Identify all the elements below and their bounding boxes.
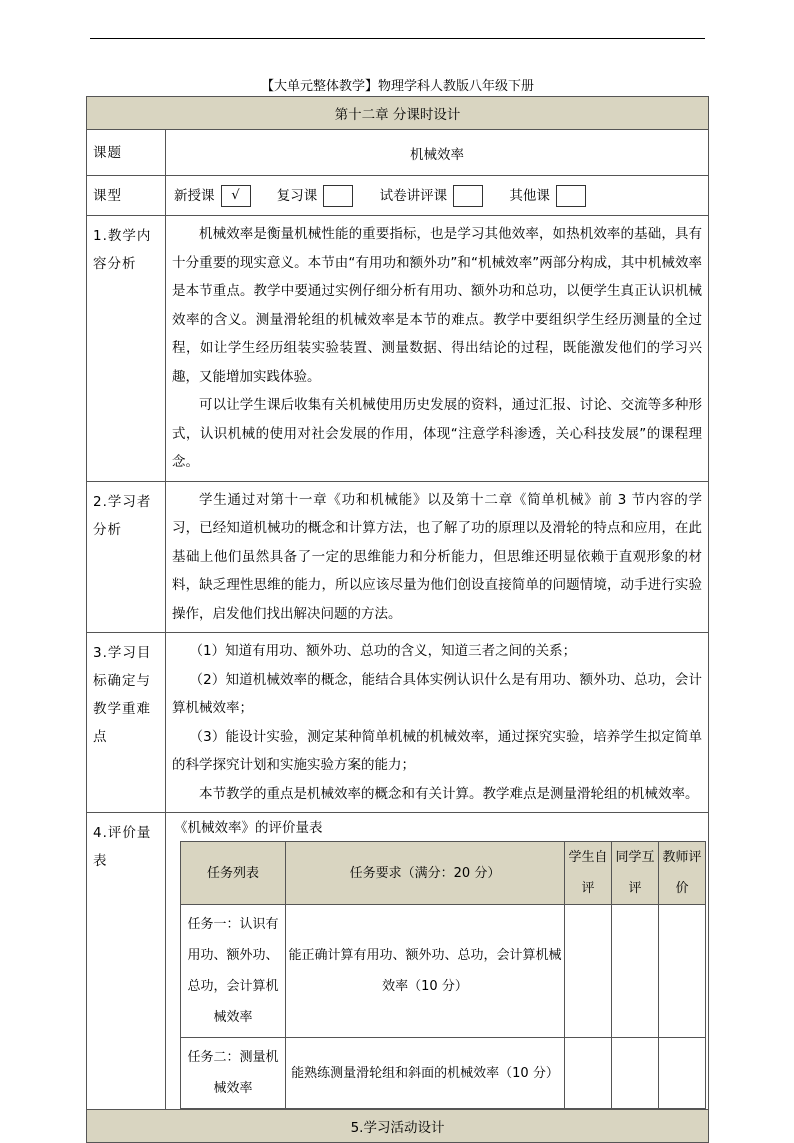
content-analysis-paragraph: 可以让学生课后收集有关机械使用历史发展的资料，通过汇报、讨论、交流等多种形式，认识机械的使用对社会发展的作用，体现“注意学科渗透，关心科技发展”的课程理念。 — [172, 397, 703, 470]
checkbox-exam-review[interactable] — [453, 185, 483, 207]
teacher-score-cell[interactable] — [659, 905, 706, 1038]
learner-analysis-body — [166, 481, 709, 633]
self-score-cell[interactable] — [565, 1038, 612, 1109]
content-analysis-paragraph: 机械效率是衡量机械性能的重要指标，也是学习其他效率，如热机效率的基础，具有十分重要的现实意义。本节由“有用功和额外功”和“机械效率”两部分构成，其中机械效率是本节重点。教学中要通过实例仔细分析有用功、额外功和总功，以便学生真正认识机械效率的含义。测量滑轮组的机械效率是本节的难点。教学中要组织学生经历测量的全过程，如让学生经历组装实验装置、测量数据、得出结论的过程，既能激发他们的学习兴趣，又能增加实践体验。 — [172, 226, 703, 385]
objectives-body — [166, 633, 709, 813]
learner-analysis-label: 2.学习者分析 — [87, 481, 166, 633]
document-header: 【大单元整体教学】物理学科人教版八年级下册 — [260, 79, 534, 94]
chapter-title: 第十二章 分课时设计 — [87, 97, 709, 130]
evaluation-title: 《机械效率》的评价量表 — [174, 820, 323, 836]
task-cell: 任务二：测量机械效率 — [181, 1038, 286, 1109]
topic-value: 机械效率 — [166, 130, 709, 176]
checkbox-other[interactable] — [556, 185, 586, 207]
objective-item: （3）能设计实验，测定某种简单机械的机械效率，通过探究实验，培养学生拟定简单的科学探究计划和实施实验方案的能力； — [172, 728, 703, 773]
requirement-cell: 能正确计算有用功、额外功、总功，会计算机械效率（10 分） — [286, 905, 565, 1038]
lesson-type-options — [166, 176, 709, 216]
evaluation-label: 4.评价量表 — [87, 813, 166, 1110]
table-row — [181, 905, 706, 1038]
objective-item: （1）知道有用功、额外功、总功的含义，知道三者之间的关系； — [189, 643, 577, 659]
lesson-type-other[interactable]: 其他课 — [509, 184, 586, 207]
table-row — [181, 1038, 706, 1109]
content-analysis-label: 1.教学内容分析 — [87, 216, 166, 482]
evaluation-table — [180, 841, 706, 1109]
topic-label: 课题 — [87, 130, 166, 176]
checkbox-new[interactable]: √ — [221, 185, 251, 207]
header-peer: 同学互评 — [612, 842, 659, 905]
header-requirement: 任务要求（满分：20 分） — [286, 842, 565, 905]
objective-item: （2）知道机械效率的概念，能结合具体实例认识什么是有用功、额外功、总功，会计算机械效率； — [172, 671, 703, 716]
objective-focus: 本节教学的重点是机械效率的概念和有关计算。教学难点是测量滑轮组的机械效率。 — [199, 785, 699, 802]
activity-design-title: 5.学习活动设计 — [87, 1110, 709, 1143]
evaluation-body — [166, 813, 709, 1110]
header-task: 任务列表 — [181, 842, 286, 905]
lesson-type-new[interactable]: 新授课 √ — [174, 184, 251, 207]
checkbox-review[interactable] — [323, 185, 353, 207]
task-cell: 任务一：认识有用功、额外功、总功，会计算机械效率 — [181, 905, 286, 1038]
learner-analysis-paragraph: 学生通过对第十一章《功和机械能》以及第十二章《简单机械》前 3 节内容的学习，已经知道机械功的概念和计算方法，也了解了功的原理以及滑轮的特点和应用，在此基础上他们虽然具备了一定的思维能力和分析能力，但思维还明显依赖于直观形象的材料，缺乏理性思维的能力，所以应该尽量为他们创设直接简单的问题情境，动手进行实验操作，启发他们找出解决问题的方法。 — [172, 491, 703, 622]
header-self: 学生自评 — [565, 842, 612, 905]
self-score-cell[interactable] — [565, 905, 612, 1038]
teacher-score-cell[interactable] — [659, 1038, 706, 1109]
content-analysis-body — [166, 216, 709, 482]
peer-score-cell[interactable] — [612, 1038, 659, 1109]
objectives-label: 3.学习目标确定与教学重难点 — [87, 633, 166, 813]
requirement-cell: 能熟练测量滑轮组和斜面的机械效率（10 分） — [286, 1038, 565, 1109]
lesson-plan-table — [86, 96, 709, 1143]
header-rule — [90, 38, 705, 39]
peer-score-cell[interactable] — [612, 905, 659, 1038]
lesson-type-review[interactable]: 复习课 — [277, 184, 354, 207]
header-teacher: 教师评价 — [659, 842, 706, 905]
lesson-type-exam-review[interactable]: 试卷讲评课 — [380, 184, 484, 207]
lesson-type-label: 课型 — [87, 176, 166, 216]
